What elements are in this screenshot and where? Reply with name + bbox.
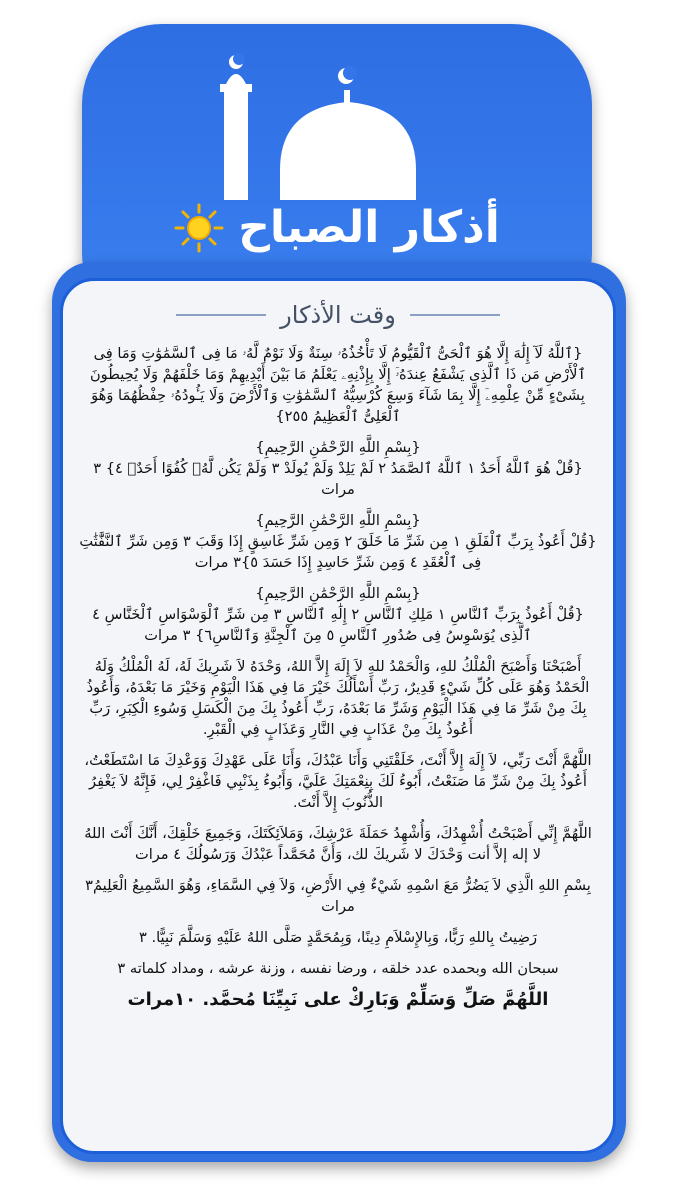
- zikr-nas: [79, 583, 597, 646]
- zikr-bismillah: بِسْمِ اللهِ الَّذِي لاَ يَضُرُّ مَعَ اسْمِهِ شَيْءٌ فِي الأَرْضِ، وَلاَ فِي السَّمَاءِ، وَهُوَ السَّمِيعُ الْعَلِيمُ٣ مرات: [85, 877, 591, 915]
- divider-left: [176, 314, 266, 316]
- basmala: {بِسْمِ اللَّهِ الرَّحْمَٰنِ الرَّحِيمِ}: [255, 512, 421, 529]
- mosque-icon: [210, 50, 460, 200]
- azkar-list: [79, 343, 597, 1020]
- basmala: {بِسْمِ اللَّهِ الرَّحْمَٰنِ الرَّحِيمِ}: [255, 439, 421, 456]
- zikr-falaq: [79, 510, 597, 573]
- sun-icon: [174, 203, 224, 253]
- azkar-panel: [60, 278, 616, 1154]
- zikr-sayyid-istighfar: اللَّهُمَّ أَنْتَ رَبِّي، لاَ إِلَهَ إِلاَّ أَنْتَ، خَلَقْتَنِي وَأَنَا عَبْدُكَ، وَأَنَا عَلَى عَهْدِكَ وَوَعْدِكَ مَا اسْتَطَعْتُ، أَعُوذُ بِكَ مِنْ شَرِّ مَا صَنَعْتُ، أَبُوءُ لَكَ بِنِعْمَتِكَ عَلَيَّ، وَأَبُوءُ بِذَنْبِي فَاغْفِرْ لِي، فَإِنَّهُ لاَ يَغْفِرُ الذُّنُوبَ إِلاَّ أَنْتَ.: [84, 752, 592, 811]
- zikr-ushhiduk: اللَّهُمَّ إِنِّي أَصْبَحْتُ أُشْهِدُكَ، وَأُشْهِدُ حَمَلَةَ عَرْشِكَ، وَمَلاَئِكَتَكَ، وَجَمِيعَ خَلْقِكَ، أَنَّكَ أَنْتَ اللهُ لا إله إلاَّ أنت وَحْدَكَ لا شَريكَ لك، وَأَنَّ مُحَمَّداً عَبْدُكَ وَرَسُولُكَ ٤ مرات: [84, 825, 592, 863]
- zikr-asbahna: أَصْبَحْنَا وَأَصْبَحَ الْمُلْكُ للهِ، وَالْحَمْدُ للهِ لاَ إِلَهَ إِلاَّ اللهُ، وَحْدَهُ لاَ شَرِيكَ لَهُ، لَهُ الْمُلْكُ وَلَهُ الْحَمْدُ وَهُوَ عَلَى كُلِّ شَيْءٍ قَدِيرٌ، رَبِّ أَسْأَلُكَ خَيْرَ مَا فِي هَذَا الْيَوْمِ وَخَيْرَ مَا بَعْدَهُ، وَأَعُوذُ بِكَ مِنْ شَرِّ مَا فِي هَذَا الْيَوْمِ وَشَرِّ مَا بَعْدَهُ، رَبِّ أَعُوذُ بِكَ مِنَ الْكَسَلِ وَسُوءِ الْكِبَرِ، رَبِّ أَعُوذُ بِكَ مِنْ عَذَابٍ فِي النَّارِ وَعَذَابٍ فِي الْقَبْرِ.: [86, 658, 590, 738]
- falaq-text: {قُلْ أَعُوذُ بِرَبِّ ٱلْفَلَقِ ١ مِن شَرِّ مَا خَلَقَ ٢ وَمِن شَرِّ غَاسِقٍ إِذَا وَقَبَ ٣ وَمِن شَرِّ ٱلنَّفَّٰثَٰتِ فِى ٱلْعُقَدِ ٤ وَمِن شَرِّ حَاسِدٍ إِذَا حَسَدَ ٥}٣ مرات: [79, 533, 597, 571]
- divider-right: [410, 314, 500, 316]
- zikr-radeetu: رَضِيتُ بِاللهِ رَبًّا، وَبِالإِسْلاَمِ دِينًا، وَبِمُحَمَّدٍ صَلَّى اللهُ عَلَيْهِ وَسَلَّمَ نَبِيًّا. ٣: [138, 929, 538, 946]
- section-header: [63, 301, 613, 329]
- zikr-ayat-kursi: {ٱللَّهُ لَآ إِلَٰهَ إِلَّا هُوَ ٱلْحَىُّ ٱلْقَيُّومُ لَا تَأْخُذُهُۥ سِنَةٌ وَلَا نَوْمٌ لَّهُۥ مَا فِى ٱلسَّمَٰوَٰتِ وَمَا فِى ٱلْأَرْضِ مَن ذَا ٱلَّذِى يَشْفَعُ عِندَهُۥٓ إِلَّا بِإِذْنِهِۦ يَعْلَمُ مَا بَيْنَ أَيْدِيهِمْ وَمَا خَلْفَهُمْ وَلَا يُحِيطُونَ بِشَىْءٍ مِّنْ عِلْمِهِۦٓ إِلَّا بِمَا شَآءَ وَسِعَ كُرْسِيُّهُ ٱلسَّمَٰوَٰتِ وَٱلْأَرْضَ وَلَا يَـُٔودُهُۥ حِفْظُهُمَا وَهُوَ ٱلْعَلِىُّ ٱلْعَظِيمُ ٢٥٥}: [89, 345, 587, 425]
- section-title: وقت الأذكار: [280, 301, 396, 329]
- basmala: {بِسْمِ اللَّهِ الرَّحْمَٰنِ الرَّحِيمِ}: [255, 585, 421, 602]
- zikr-salawat: اللَّهُمَّ صَلِّ وَسَلِّمْ وَبَارِكْ على نَبِيِّنَا مُحمَّد. ١٠مرات: [127, 989, 549, 1010]
- nas-text: {قُلْ أَعُوذُ بِرَبِّ ٱلنَّاسِ ١ مَلِكِ ٱلنَّاسِ ٢ إِلَٰهِ ٱلنَّاسِ ٣ مِن شَرِّ ٱلْوَسْوَاسِ ٱلْخَنَّاسِ ٤ ٱلَّذِى يُوَسْوِسُ فِى صُدُورِ ٱلنَّاسِ ٥ مِنَ ٱلْجِنَّةِ وَٱلنَّاسِ٦} ٣ مرات: [92, 606, 584, 644]
- ikhlas-text: {قُلْ هُوَ ٱللَّهُ أَحَدٌ ١ ٱللَّهُ ٱلصَّمَدُ ٢ لَمْ يَلِدْ وَلَمْ يُولَدْ ٣ وَلَمْ يَكُن لَّهُۥ كُفُوًا أَحَدٌۢ ٤} ٣ مرات: [93, 460, 583, 498]
- page-title: أذكار الصباح: [238, 202, 500, 253]
- zikr-ikhlas: [79, 437, 597, 500]
- zikr-subhanallah: سبحان الله وبحمده عدد خلقه ، ورضا نفسه ، وزنة عرشه ، ومداد كلماته ٣: [117, 960, 559, 977]
